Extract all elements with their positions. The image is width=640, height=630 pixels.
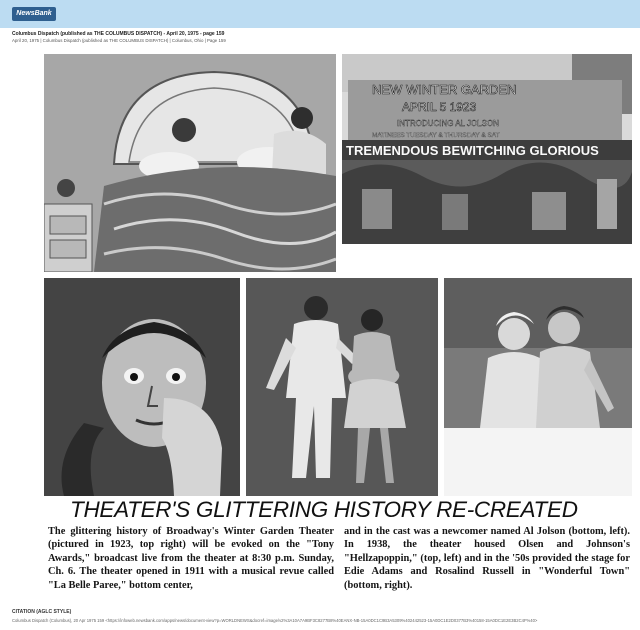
photo-al-jolson-portrait	[44, 278, 240, 496]
marquee-line-3: INTRODUCING AL JOLSON	[397, 119, 499, 128]
article-headline: THEATER'S GLITTERING HISTORY RE-CREATED	[70, 497, 578, 522]
citation-style-text: Columbus Dispatch (Columbus), 20 Apr 1975 159 <https://infoweb.newsbank.com/apps/news/document-view?p=WORLDNEWS&docref=image/v2%3A10A7A9BF3C8277B8%40EANX-NB-15A0DC1C9B3A5309%402442523-15A0DC1E2D0377B3%40158-15A0DC1E2E3B2C4F%40>	[12, 618, 538, 623]
marquee-line-2: APRIL 5 1923	[402, 100, 477, 114]
marquee-line-5: TREMENDOUS BEWITCHING GLORIOUS	[346, 143, 599, 158]
marquee-line-4: MATINEES TUESDAY & THURSDAY & SAT	[372, 132, 500, 139]
marquee-line-1: NEW WINTER GARDEN	[372, 82, 517, 97]
citation-title: Columbus Dispatch (published as THE COLUMBUS DISPATCH) - April 20, 1975 - page 159	[12, 31, 225, 37]
article-text-column-right: and in the cast was a newcomer named Al Jolson (bottom, left). In 1938, the theater housed Olsen and Johnson's "Hellzapoppin," (top, left) and in the '50s provided the stage for Edie Adams and Rosalind Russell in "Wonderful Town" (bottom, right).	[344, 526, 630, 591]
newsbank-logo[interactable]: NewsBank	[12, 7, 56, 21]
photo-hellzapoppin-bed-scene	[44, 54, 336, 272]
article-text-column-left: The glittering history of Broadway's Winter Garden Theater (pictured in 1923, top right) will be evoked on the "Tony Awards," broadcast live from the theater at 8:30 p.m. Sunday, Ch. 6. The theater opened in 1911 with a musical revue called "La Belle Paree," bottom center,	[48, 526, 334, 591]
viewer-top-bar	[0, 0, 640, 28]
citation-detail: April 20, 1975 | Columbus Dispatch (published as THE COLUMBUS DISPATCH) | Columbus, Ohio | Page 159	[12, 38, 226, 43]
citation-style-label: CITATION (AGLC STYLE)	[12, 609, 72, 615]
photo-winter-garden-marquee-1923	[342, 54, 632, 244]
photo-wonderful-town-adams-russell	[444, 278, 632, 496]
photo-la-belle-paree-dancers	[246, 278, 438, 496]
